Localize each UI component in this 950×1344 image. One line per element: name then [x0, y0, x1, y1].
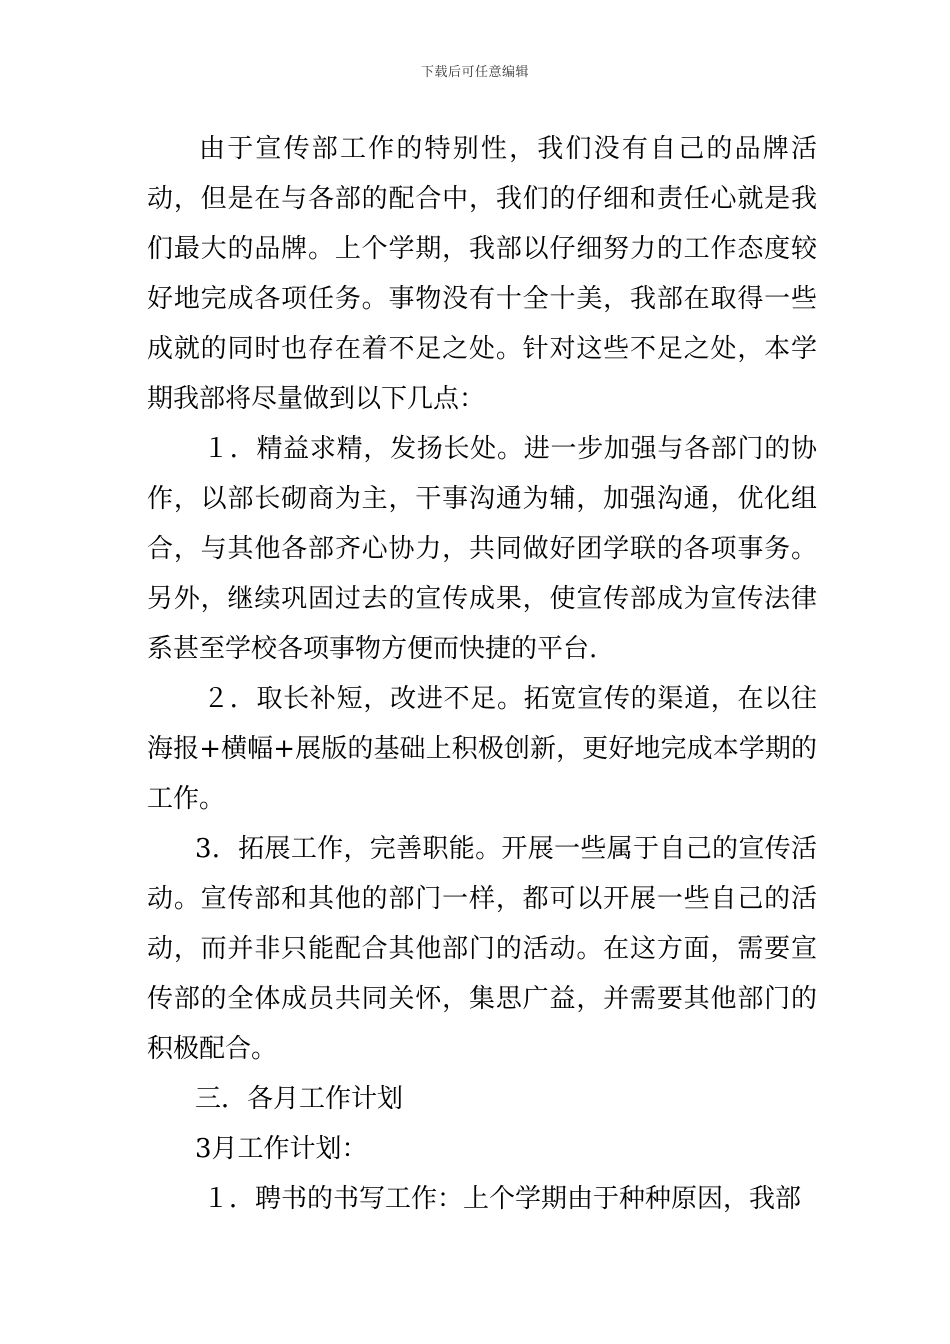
- document-body: [147, 124, 817, 1224]
- paragraph-point-1: １．精益求精，发扬长处。进一步加强与各部门的协作，以部长砌商为主，干事沟通为辅，加强沟通，优化组合，与其他各部齐心协力，共同做好团学联的各项事务。另外，继续巩固过去的宣传成果，使宣传部成为宣传法律系甚至学校各项事物方便而快捷的平台.: [147, 434, 817, 664]
- paragraph-point-3: 3．拓展工作，完善职能。开展一些属于自己的宣传活动。宣传部和其他的部门一样，都可以开展一些自己的活动，而并非只能配合其他部门的活动。在这方面，需要宣传部的全体成员共同关怀，集思广益，并需要其他部门的积极配合。: [147, 834, 817, 1064]
- header-note: 下载后可任意编辑: [420, 65, 529, 80]
- section-heading-monthly-plan: 三．各月工作计划: [195, 1084, 404, 1114]
- subheading-march-plan: 3月工作计划：: [195, 1134, 368, 1164]
- paragraph-point-2: ２．取长补短，改进不足。拓宽宣传的渠道，在以往海报+横幅+展版的基础上积极创新，更好地完成本学期的工作。: [147, 684, 817, 814]
- paragraph-intro: 由于宣传部工作的特别性，我们没有自己的品牌活动，但是在与各部的配合中，我们的仔细和责任心就是我们最大的品牌。上个学期，我部以仔细努力的工作态度较好地完成各项任务。事物没有十全十美，我部在取得一些成就的同时也存在着不足之处。针对这些不足之处，本学期我部将尽量做到以下几点：: [147, 134, 817, 414]
- paragraph-march-item-1: １．聘书的书写工作：上个学期由于种种原因，我部: [203, 1184, 802, 1214]
